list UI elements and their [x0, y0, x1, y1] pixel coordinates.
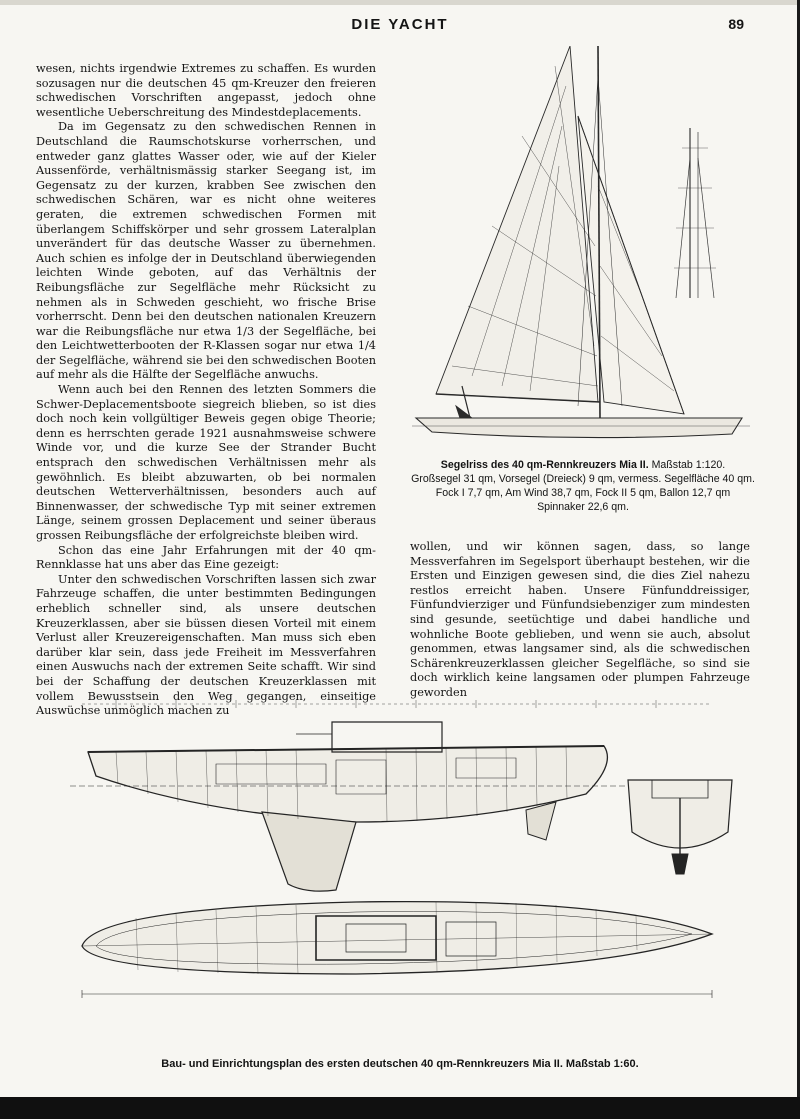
sail-caption-line-3: Fock I 7,7 qm, Am Wind 38,7 qm, Fock II 5 qm, Ballon 12,7 qm: [435, 487, 731, 499]
right-text-column: [410, 540, 750, 701]
sail-plan-caption: [400, 458, 766, 514]
construction-plan-caption: Bau- und Einrichtungsplan des ersten deutschen 40 qm-Rennkreuzers Mia II. Maßstab 1:60.: [161, 1058, 639, 1070]
scan-top-edge: [0, 0, 800, 5]
sail-caption-line-2: Großsegel 31 qm, Vorsegel (Dreieck) 9 qm, vermess. Segelfläche 40 qm.: [411, 473, 755, 485]
sail-caption-scale: Maßstab 1:120.: [648, 459, 726, 471]
running-head: DIE YACHT: [351, 16, 449, 33]
paragraph: wesen, nichts irgendwie Extremes zu schaffen. Es wurden sozusagen nur die deutschen 45 qm-Kreuzer den freieren schwedischen Vorschriften angepasst, jedoch ohne wesentliche Ueberschreitung des Mindestdeplacements.: [36, 62, 376, 119]
sail-caption-line-4: Spinnaker 22,6 qm.: [537, 501, 629, 513]
sail-caption-title: Segelriss des 40 qm-Rennkreuzers Mia II.: [440, 459, 649, 471]
left-text-column: [36, 62, 376, 719]
sail-caption-line-1: [400, 458, 766, 472]
paragraph: Schon das eine Jahr Erfahrungen mit der 40 qm-Rennklasse hat uns aber das Eine gezeigt:: [36, 543, 376, 572]
mast-detail-drawing: [668, 128, 728, 298]
page-number: 89: [728, 16, 744, 32]
paragraph: wollen, und wir können sagen, dass, so lange Messverfahren im Segelsport überhaupt bestehen, wir die Ersten und Einzigen gewesen sind, die dies Ziel nahezu restlos erreicht haben. Unsere Fünfunddreissiger, Fünfundvierziger und Fünfundsiebenziger zum mindesten sind gesunde, seetüchtige und dabei handliche und wohnliche Boote geblieben, und wenn sie auch, absolut genommen, etwas langsamer sind, als die schwedischen Schärenkreuzerklassen gleicher Segelfläche, so sind sie doch wirklich keine langsamen oder plumpen Fahrzeuge geworden: [410, 540, 750, 699]
paragraph: Wenn auch bei den Rennen des letzten Sommers die Schwer-Deplacementsboote siegreich blieben, so ist dies doch noch kein vollgültiger Beweis gegen obige Theorie; denn es herrschten gerade 1921 ausnahmsweise schwere Winde vor, und die kurze See der Strander Bucht entsprach den schwedischen Verhältnissen mehr als gewöhnlich. Es bleibt abzuwarten, ob bei normalen deutschen Wetterverhältnissen, besonders auch auf Binnenwasser, der schwedische Typ mit seiner extremen Länge, seinem grossen Deplacement und seiner überaus grossen Reibungsfläche der erfolgreichste bleiben wird.: [36, 383, 376, 542]
construction-plan-drawing: [56, 694, 762, 1046]
paragraph: Unter den schwedischen Vorschriften lassen sich zwar Fahrzeuge schaffen, die unter bestimmten Bedingungen erheblich schneller sind, als unsere deutschen Kreuzerklassen, aber sie büssen diesen Vorteil mit einem Verlust aller Kreuzereigenschaften. Man muss sich eben darüber klar sein, dass jede Freiheit im Messverfahren einen Auswuchs nach der extremen Seite schafft. Wir sind bei der Schaffung der deutschen Kreuzerklassen mit vollem Bewusstsein den Weg gegangen, einseitige Auswüchse unmöglich machen zu: [36, 572, 376, 718]
paragraph: Da im Gegensatz zu den schwedischen Rennen in Deutschland die Raumschotskurse vorherrschen, und entweder ganz glattes Wasser oder, wie auf der Kieler Aussenförde, verhältnismässig starker Seegang ist, im Gegensatz zu der kurzen, krabben See zwischen den schwedischen Schären, war es nicht ohne weiteres geraten, die extremen schwedischen Formen mit überlangem Schiffskörper und sehr grossem Lateralplan unverändert für das deutsche Wasser zu übernehmen. Auch schien es infolge der in Deutschland überwiegenden leichten Winde geboten, auf das Verhältnis der Reibungsfläche zur Segelfläche mehr Rücksicht zu nehmen als in Schweden geschieht, wo frische Brise vorherrscht. Denn bei den deutschen nationalen Kreuzern war die Reibungsfläche nur etwa 1/3 der Segelfläche, bei den Leichtwetterbooten der R-Klassen sogar nur etwa 1/4 der Segelfläche, während sie bei den schwedischen Booten auf mehr als die Hälfte der Segelfläche anwuchs.: [36, 120, 377, 382]
scan-bottom-edge: [0, 1097, 800, 1119]
